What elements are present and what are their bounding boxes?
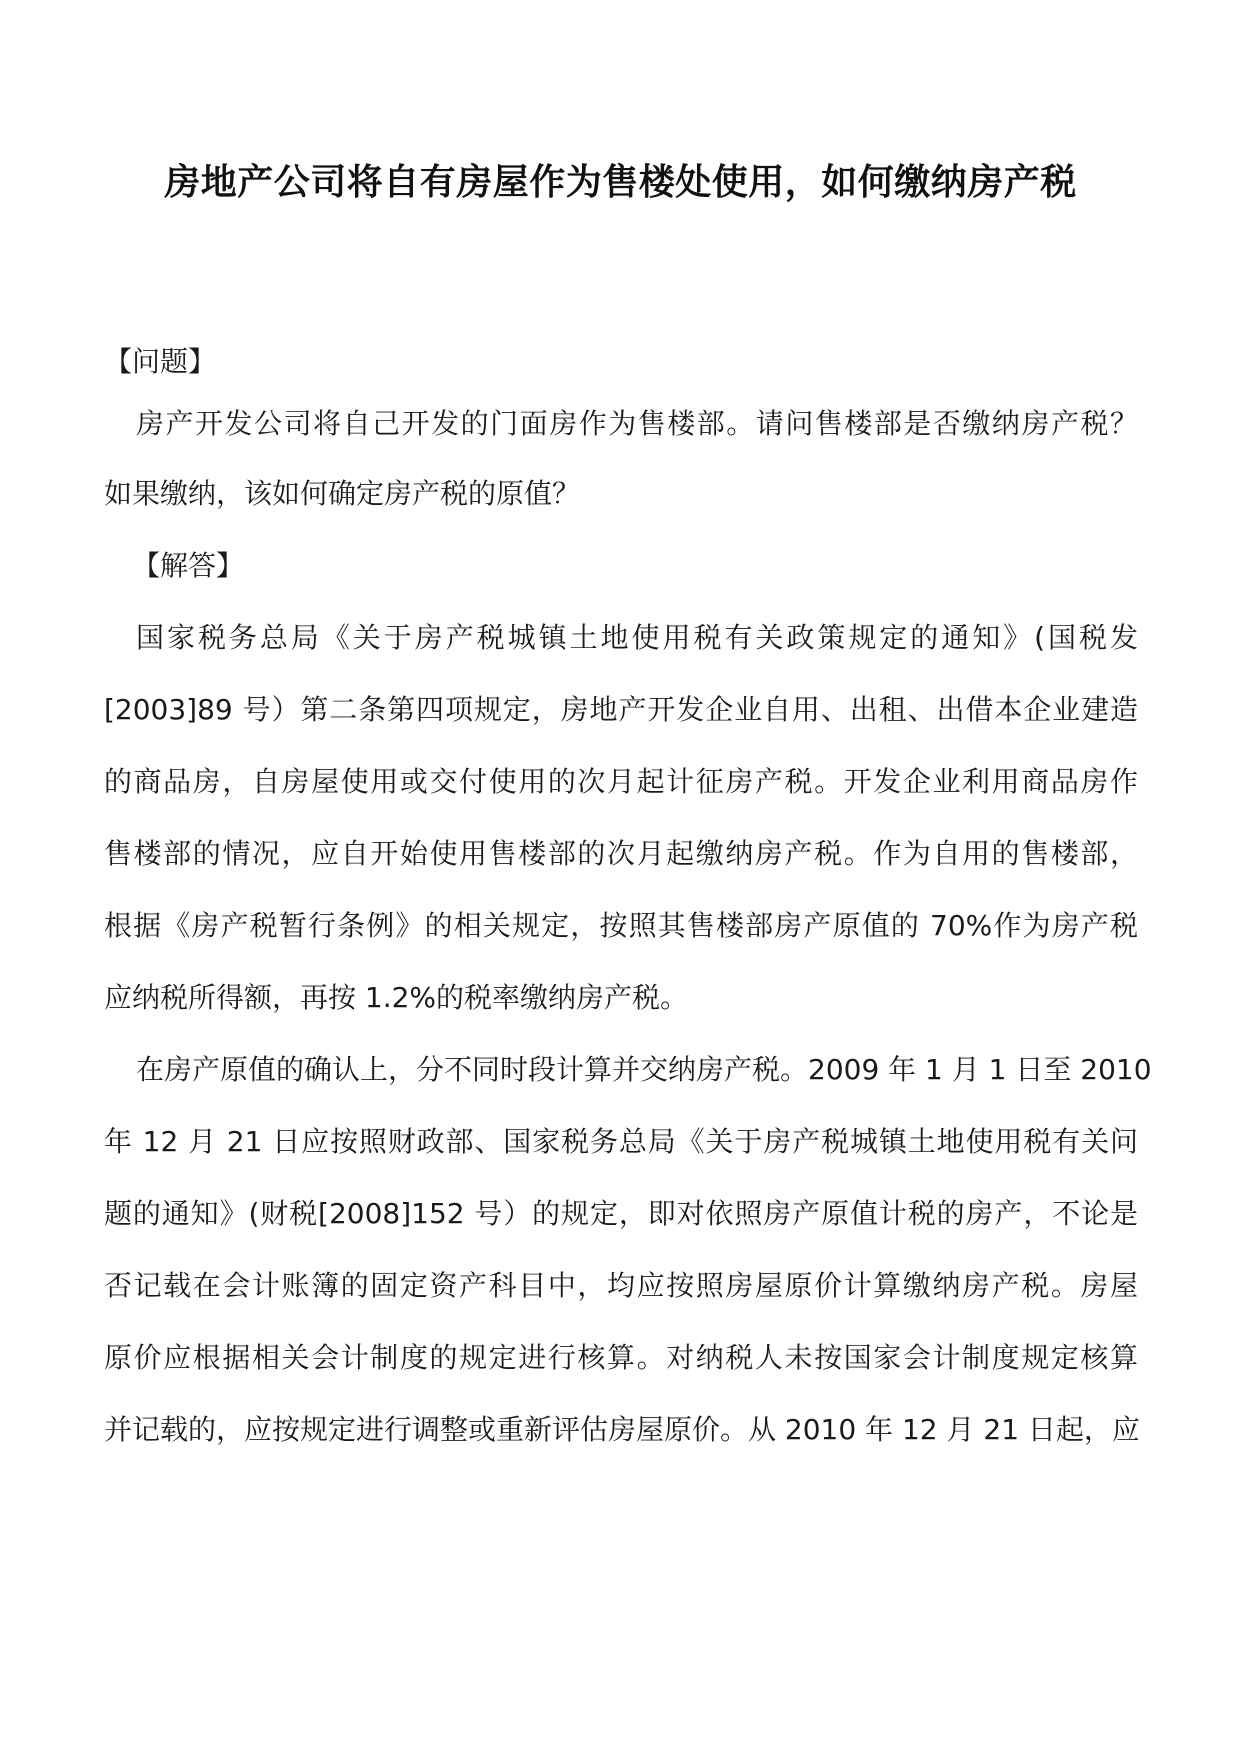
paragraph2-line-1: 在房产原值的确认上，分不同时段计算并交纳房产税。2009 年 1 月 1 日至 2010 [136, 1053, 1152, 1086]
paragraph1-line-1: 国家税务总局《关于房产税城镇土地使用税有关政策规定的通知》(国税发 [136, 621, 1138, 654]
paragraph2-line-2: 年 12 月 21 日应按照财政部、国家税务总局《关于房产税城镇土地使用税有关问 [104, 1125, 1138, 1158]
answer-heading: 【解答】 [132, 549, 245, 582]
document-title: 房地产公司将自有房屋作为售楼处使用，如何缴纳房产税 [164, 161, 1077, 203]
paragraph2-line-5: 原价应根据相关会计制度的规定进行核算。对纳税人未按国家会计制度规定核算 [104, 1341, 1138, 1374]
paragraph2-line-3: 题的通知》(财税[2008]152 号）的规定，即对依照房产原值计税的房产，不论是 [104, 1197, 1138, 1230]
question-line-2: 如果缴纳，该如何确定房产税的原值？ [104, 477, 581, 510]
paragraph1-line-3: 的商品房，自房屋使用或交付使用的次月起计征房产税。开发企业利用商品房作 [104, 765, 1138, 798]
question-line-1: 房产开发公司将自己开发的门面房作为售楼部。请问售楼部是否缴纳房产税？ [136, 407, 1138, 440]
paragraph1-line-6: 应纳税所得额，再按 1.2%的税率缴纳房产税。 [104, 981, 689, 1014]
paragraph1-line-5: 根据《房产税暂行条例》的相关规定，按照其售楼部房产原值的 70%作为房产税 [104, 909, 1138, 942]
paragraph2-line-6: 并记载的，应按规定进行调整或重新评估房屋原价。从 2010 年 12 月 21 日起，应 [104, 1413, 1140, 1446]
paragraph1-line-2: [2003]89 号）第二条第四项规定，房地产开发企业自用、出租、出借本企业建造 [104, 693, 1138, 726]
paragraph2-line-4: 否记载在会计账簿的固定资产科目中，均应按照房屋原价计算缴纳房产税。房屋 [104, 1269, 1138, 1302]
question-heading: 【问题】 [104, 345, 217, 378]
paragraph1-line-4: 售楼部的情况，应自开始使用售楼部的次月起缴纳房产税。作为自用的售楼部， [104, 837, 1138, 870]
